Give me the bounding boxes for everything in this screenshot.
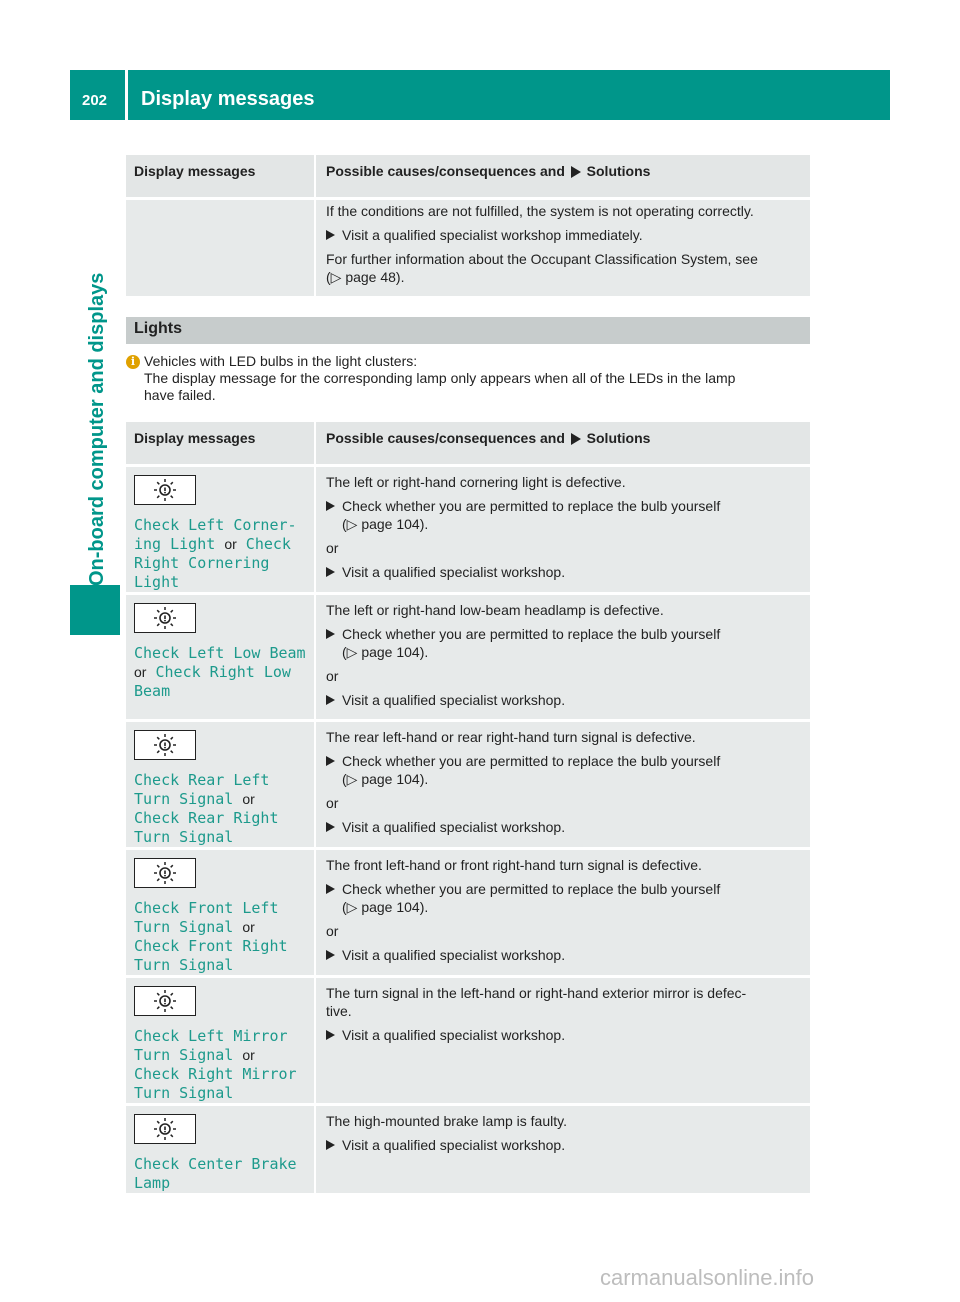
display-message: [134, 899, 314, 975]
action-arrow-icon: [326, 1140, 335, 1150]
page-reference: (▷ page 104).: [342, 644, 429, 660]
action-arrow-icon: [326, 629, 335, 639]
message-line: Beam: [134, 682, 171, 700]
message-line: Check Rear Left: [134, 771, 270, 789]
action-arrow-icon: [326, 1030, 335, 1040]
message-line: Check Front Left: [134, 899, 279, 917]
side-label-text: On-board computer and displays: [86, 272, 108, 586]
action-item: [326, 497, 802, 515]
message-line: Check Center Brake: [134, 1155, 297, 1173]
action-item: [326, 563, 802, 581]
action-text: Visit a qualified specialist workshop immediately.: [342, 227, 643, 243]
top-table: [126, 155, 810, 296]
or-text: or: [326, 668, 339, 684]
display-message: [134, 644, 314, 701]
message-cell: [126, 594, 315, 721]
message-cell: [126, 199, 315, 297]
action-arrow-icon: [326, 822, 335, 832]
top-table-header: [126, 155, 810, 199]
message-cell: [126, 466, 315, 594]
page-reference: (▷ page 104).: [342, 899, 429, 915]
message-line: Check Front Right: [134, 937, 288, 955]
lights-table-header: [126, 422, 810, 466]
message-cell: [126, 1105, 315, 1194]
info-icon: i: [126, 355, 140, 369]
cause-text: The left or right-hand cornering light is defective.: [326, 474, 626, 490]
display-message: [134, 1155, 314, 1193]
page-reference: (▷ page 48).: [326, 269, 405, 285]
page-reference: (▷ page 104).: [342, 771, 429, 787]
message-line: Turn Signal: [134, 828, 234, 846]
col-causes-suffix: Solutions: [586, 430, 651, 446]
bulb-warning-icon: [134, 603, 196, 633]
col-causes: [315, 422, 810, 466]
message-line: Check Right Mirror: [134, 1065, 297, 1083]
table-row: [126, 594, 810, 721]
causes-cell: [315, 721, 810, 849]
arrow-icon: [571, 166, 581, 178]
action-arrow-icon: [326, 501, 335, 511]
message-line: Check Right Low: [155, 663, 291, 681]
bulb-warning-icon: [134, 858, 196, 888]
col-causes-prefix: Possible causes/consequences and: [326, 430, 565, 446]
action-arrow-icon: [326, 695, 335, 705]
message-cell: [126, 721, 315, 849]
display-message: [134, 1027, 314, 1103]
table-row: [126, 977, 810, 1105]
table-row: [126, 849, 810, 977]
action-item: [326, 946, 802, 964]
action-text: Visit a qualified specialist workshop.: [342, 1137, 566, 1153]
section-title: Lights: [134, 320, 182, 337]
arrow-icon: [571, 433, 581, 445]
info-note: [144, 353, 814, 404]
info-line: have failed.: [144, 387, 216, 403]
or-text: or: [242, 791, 255, 807]
cause-text: The left or right-hand low-beam headlamp is defective.: [326, 602, 664, 618]
section-bar: [126, 317, 810, 344]
bulb-warning-icon: [134, 475, 196, 505]
message-line: Turn Signal: [134, 956, 234, 974]
col-causes-suffix: Solutions: [586, 163, 651, 179]
or-text: or: [242, 919, 255, 935]
message-cell: [126, 977, 315, 1105]
col-causes-prefix: Possible causes/consequences and: [326, 163, 565, 179]
action-text: Visit a qualified specialist workshop.: [342, 947, 566, 963]
page-reference: (▷ page 104).: [342, 516, 429, 532]
action-item: [326, 226, 802, 244]
table-row: [126, 1105, 810, 1194]
info-line: Vehicles with LED bulbs in the light clusters:: [144, 353, 418, 369]
message-line: ing Light: [134, 535, 216, 553]
message-line: Check Rear Right: [134, 809, 279, 827]
bulb-warning-icon: [134, 986, 196, 1016]
causes-cell: [315, 466, 810, 594]
message-line: Light: [134, 573, 180, 591]
cause-text: If the conditions are not fulfilled, the system is not operating correctly.: [326, 203, 754, 219]
action-text: Check whether you are permitted to replace the bulb yourself: [342, 753, 721, 769]
action-text: Visit a qualified specialist workshop.: [342, 1027, 566, 1043]
message-line: Lamp: [134, 1174, 171, 1192]
action-text: Check whether you are permitted to replace the bulb yourself: [342, 626, 721, 642]
causes-cell: [315, 977, 810, 1105]
cause-text: tive.: [326, 1003, 352, 1019]
message-line: Check Left Corner‐: [134, 516, 297, 534]
causes-cell: [315, 849, 810, 977]
action-text: Visit a qualified specialist workshop.: [342, 819, 566, 835]
action-arrow-icon: [326, 567, 335, 577]
causes-cell: [315, 1105, 810, 1194]
action-item: [326, 818, 802, 836]
or-text: or: [224, 536, 237, 552]
action-arrow-icon: [326, 230, 335, 240]
col-messages: Display messages: [126, 155, 315, 199]
table-row: [126, 721, 810, 849]
action-arrow-icon: [326, 756, 335, 766]
info-line: The display message for the corresponding lamp only appears when all of the LEDs in the lamp: [144, 370, 736, 386]
action-item: [326, 752, 802, 770]
action-item: [326, 691, 802, 709]
col-causes: [315, 155, 810, 199]
message-cell: [126, 849, 315, 977]
cause-text: The front left-hand or front right-hand turn signal is defective.: [326, 857, 702, 873]
header-divider: [125, 70, 128, 120]
message-line: Turn Signal: [134, 1046, 234, 1064]
table-row: [126, 199, 810, 297]
action-item: [326, 880, 802, 898]
or-text: or: [326, 795, 339, 811]
or-text: or: [326, 923, 339, 939]
col-messages: Display messages: [126, 422, 315, 466]
or-text: or: [242, 1047, 255, 1063]
or-text: or: [134, 664, 147, 680]
display-message: [134, 771, 314, 847]
table-row: [126, 466, 810, 594]
message-line: Turn Signal: [134, 790, 234, 808]
page-number: 202: [82, 92, 108, 109]
message-line: Check Left Low Beam: [134, 644, 306, 662]
message-line: Check Left Mirror: [134, 1027, 288, 1045]
message-line: Right Cornering: [134, 554, 270, 572]
bulb-warning-icon: [134, 1114, 196, 1144]
page-title: Display messages: [141, 88, 315, 110]
message-line: Turn Signal: [134, 1084, 234, 1102]
action-text: Check whether you are permitted to replace the bulb yourself: [342, 881, 721, 897]
action-text: Visit a qualified specialist workshop.: [342, 564, 566, 580]
further-info-text: For further information about the Occupant Classification System, see: [326, 251, 758, 267]
action-arrow-icon: [326, 950, 335, 960]
display-message: [134, 516, 314, 592]
action-item: [326, 1026, 802, 1044]
side-label: [86, 272, 114, 606]
action-arrow-icon: [326, 884, 335, 894]
action-text: Check whether you are permitted to replace the bulb yourself: [342, 498, 721, 514]
action-item: [326, 625, 802, 643]
message-line: Check: [245, 535, 291, 553]
bulb-warning-icon: [134, 730, 196, 760]
cause-text: The turn signal in the left-hand or right-hand exterior mirror is defec-: [326, 985, 747, 1001]
message-line: Turn Signal: [134, 918, 234, 936]
cause-text: The high-mounted brake lamp is faulty.: [326, 1113, 567, 1129]
lights-table: [126, 422, 810, 1193]
watermark: carmanualsonline.info: [600, 1265, 815, 1290]
action-text: Visit a qualified specialist workshop.: [342, 692, 566, 708]
causes-cell: [315, 199, 810, 297]
cause-text: The rear left-hand or rear right-hand turn signal is defective.: [326, 729, 696, 745]
causes-cell: [315, 594, 810, 721]
or-text: or: [326, 540, 339, 556]
action-item: [326, 1136, 802, 1154]
